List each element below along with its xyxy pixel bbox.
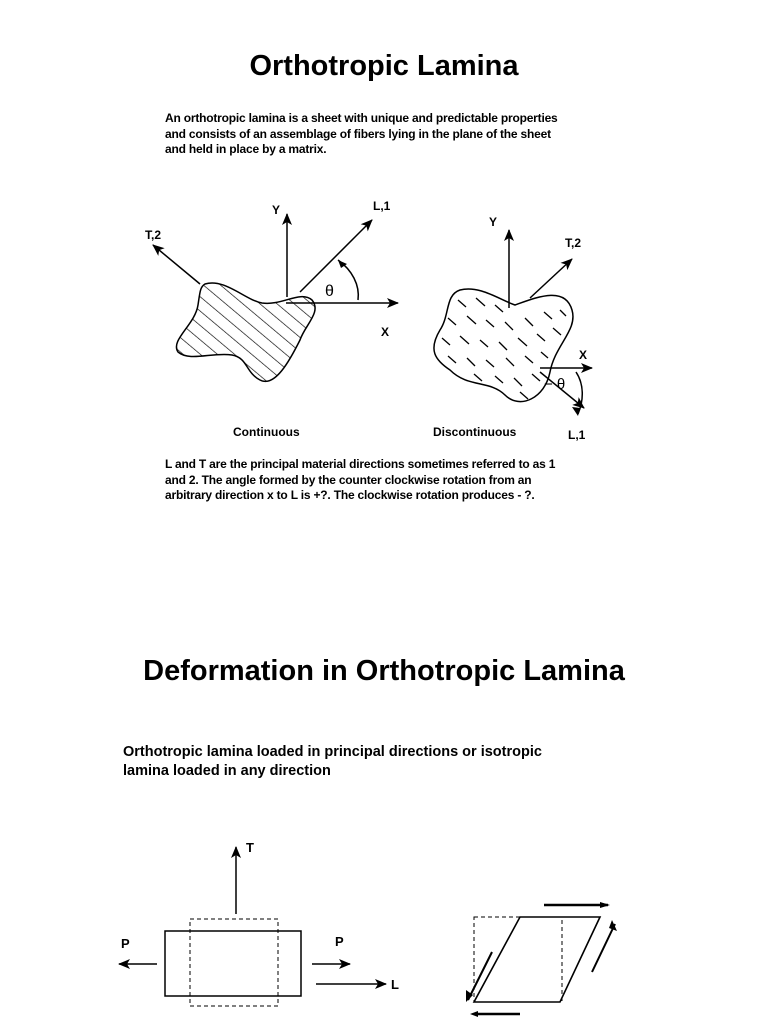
discontinuous-y-label: Y (489, 215, 498, 229)
explanation-line: and 2. The angle formed by the counter clockwise rotation from an (165, 472, 532, 487)
continuous-theta-label: θ (325, 283, 334, 300)
discontinuous-l-label: L,1 (568, 428, 586, 442)
p-left-label: P (121, 936, 130, 951)
l-label: L (391, 977, 399, 992)
right-shear-arrow (592, 924, 615, 972)
loading-paragraph (123, 743, 542, 781)
tension-figure (119, 840, 399, 1006)
discontinuous-figure (433, 215, 592, 442)
loading-line: lamina loaded in any direction (123, 763, 331, 779)
discontinuous-x-label: X (579, 348, 588, 362)
discontinuous-t-axis (530, 259, 572, 298)
intro-line: and consists of an assemblage of fibers lying in the plane of the sheet (165, 126, 551, 141)
loading-line: Orthotropic lamina loaded in principal directions or isotropic (123, 744, 542, 760)
continuous-t-axis (153, 245, 200, 284)
loaded-lamina-rect (165, 931, 301, 996)
section-title: Deformation in Orthotropic Lamina (143, 655, 625, 687)
continuous-figure (145, 199, 398, 439)
intro-line: An orthotropic lamina is a sheet with unique and predictable properties (165, 111, 558, 125)
explanation-line: L and T are the principal material directions sometimes referred to as 1 (165, 457, 556, 471)
continuous-blob (176, 283, 315, 381)
continuous-l-axis (300, 220, 372, 292)
t-label: T (246, 840, 254, 855)
discontinuous-theta-label: − θ (544, 376, 566, 393)
continuous-x-label: X (381, 325, 390, 339)
continuous-caption: Continuous (233, 425, 300, 439)
principal-directions-paragraph (165, 457, 555, 504)
p-right-label: P (335, 934, 344, 949)
shear-figure (466, 902, 617, 1017)
continuous-y-label: Y (272, 203, 281, 217)
continuous-l-label: L,1 (373, 199, 391, 213)
intro-line: and held in place by a matrix. (165, 142, 327, 156)
page-title: Orthotropic Lamina (249, 50, 519, 82)
discontinuous-t-label: T,2 (565, 236, 582, 250)
sheared-parallelogram (474, 917, 600, 1002)
explanation-line: arbitrary direction x to L is +?. The clockwise rotation produces - ?. (165, 488, 535, 502)
undeformed-lamina-rect (190, 919, 278, 1006)
continuous-t-label: T,2 (145, 228, 162, 242)
discontinuous-caption: Discontinuous (433, 425, 517, 439)
